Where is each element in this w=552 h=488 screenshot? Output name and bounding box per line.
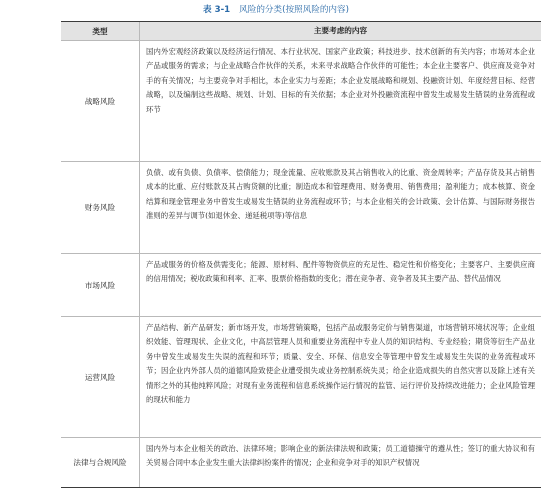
table-row-operational-risk bbox=[61, 316, 541, 437]
row-type-cell: 法律与合规风险 bbox=[73, 458, 127, 467]
table-title: 风险的分类(按照风险的内容) bbox=[239, 5, 349, 15]
header-type: 类型 bbox=[92, 26, 108, 36]
row-type-cell: 财务风险 bbox=[84, 203, 116, 212]
header-content: 主要考虑的内容 bbox=[139, 22, 541, 40]
table-row-financial-risk bbox=[61, 161, 541, 253]
row-type-cell: 战略风险 bbox=[84, 96, 116, 106]
risk-classification-table bbox=[61, 21, 541, 488]
table-row-strategic-risk bbox=[61, 40, 541, 161]
row-content-cell: 负债、或有负债、负债率、偿债能力；现金流量、应收账款及其占销售收入的比重、资金周转率；产品存货及其占销售成本的比重、应付账款及其占购货额的比重；制造成本和管理费用、财务费用、销售费用；盈利能力；成本核算、资金结算和现金管理业务中曾发生或易发生错误的业务流程或环节；与本企业相关的会计政策、会计估算、与国际财务报告准则的差异与调节(如退休金、递延税项等)等信息 bbox=[139, 162, 541, 253]
row-content-cell: 国内外与本企业相关的政治、法律环境；影响企业的新法律法规和政策；员工道德操守的遵从性；签订的重大协议和有关贸易合同中本企业发生重大法律纠纷案件的情况；企业和竞争对手的知识产权情况 bbox=[139, 438, 541, 487]
table-number: 表 3-1 bbox=[203, 5, 231, 15]
row-type-cell: 市场风险 bbox=[84, 280, 116, 290]
row-type-cell: 运营风险 bbox=[84, 372, 116, 382]
table-row-market-risk bbox=[61, 253, 541, 316]
row-content-cell: 产品或服务的价格及供需变化；能源、原材料、配件等物资供应的充足性、稳定性和价格变化；主要客户、主要供应商的信用情况；税收政策和利率、汇率、股票价格指数的变化；潜在竞争者、竞争者及其主要产品、替代品情况 bbox=[139, 254, 541, 316]
table-caption bbox=[0, 3, 552, 17]
row-content-cell: 国内外宏观经济政策以及经济运行情况、本行业状况、国家产业政策；科技进步、技术创新的有关内容；市场对本企业产品或服务的需求；与企业战略合作伙伴的关系，未来寻求战略合作伙伴的可能性；本企业主要客户、供应商及竞争对手的有关情况；与主要竞争对手相比，本企业实力与差距；本企业发展战略和规划、投融资计划、年度经营目标、经营战略，以及编制这些战略、规划、计划、目标的有关依据；本企业对外投融资流程中曾发生或易发生错误的业务流程或环节 bbox=[139, 41, 541, 161]
table-row-legal-compliance-risk bbox=[61, 437, 541, 487]
table-header-row bbox=[61, 22, 541, 40]
row-content-cell: 产品结构、新产品研发；新市场开发，市场营销策略，包括产品或服务定价与销售渠道，市场营销环境状况等；企业组织效能、管理现状、企业文化，中高层管理人员和重要业务流程中专业人员的知识结构、专业经验；期货等衍生产品业务中曾发生或易发生失误的流程和环节；质量、安全、环保、信息安全等管理中曾发生或易发生失误的业务流程或环节；因企业内外部人员的道德风险致使企业遭受损失或业务控制系统失灵；给企业造成损失的自然灾害以及除上述有关情形之外的其他纯粹风险；对现有业务流程和信息系统操作运行情况的监管、运行评价及持续改进能力；企业风险管理的现状和能力 bbox=[139, 317, 541, 437]
